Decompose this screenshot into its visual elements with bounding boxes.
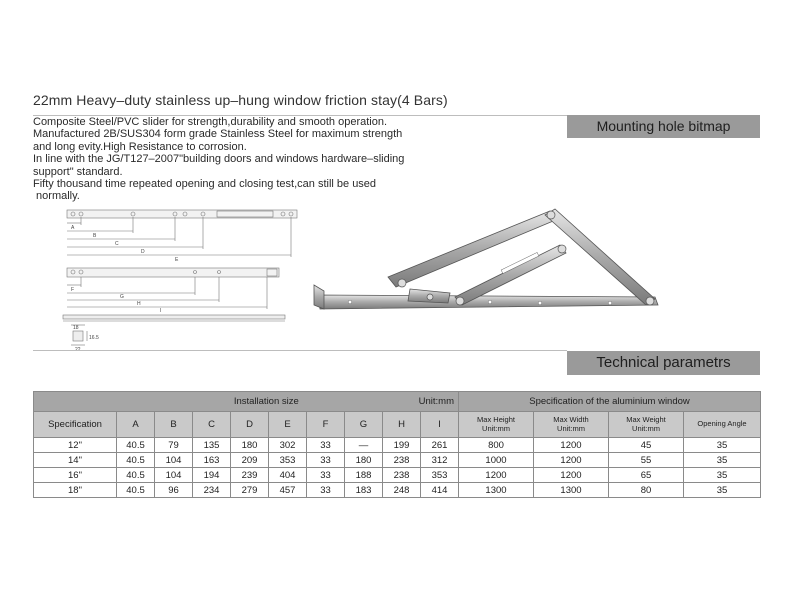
table-cell: 79 (155, 438, 193, 453)
installation-size-header (34, 392, 459, 412)
dim-label: A (71, 225, 75, 231)
description-line: Manufactured 2B/SUS304 form grade Stainless Steel for maximum strength (33, 128, 403, 141)
description-line: and long evity.High Resistance to corrosion. (33, 140, 247, 153)
column-header: F (307, 412, 345, 438)
table-cell: 302 (269, 438, 307, 453)
table-cell: 800 (459, 438, 534, 453)
table-cell: 239 (231, 468, 269, 483)
table-cell: 96 (155, 483, 193, 498)
column-header: H (383, 412, 421, 438)
dim-label: F (71, 287, 75, 293)
table-cell: 1000 (459, 453, 534, 468)
column-header-unit: Unit:mm (482, 423, 510, 433)
table-cell: 194 (193, 468, 231, 483)
table-cell: 80 (609, 483, 684, 498)
table-cell: 1300 (534, 483, 609, 498)
description-line: In line with the JG/T127–2007"building doors and windows hardware–sliding (33, 153, 405, 166)
column-header (459, 412, 534, 438)
table-cell: 65 (609, 468, 684, 483)
column-header (534, 412, 609, 438)
dim-label: C (115, 241, 119, 247)
table-row (34, 453, 761, 468)
table-cell: 234 (193, 483, 231, 498)
table-cell: 261 (421, 438, 459, 453)
column-header-unit: Unit:mm (632, 423, 660, 433)
table-cell: 104 (155, 453, 193, 468)
table-cell: 33 (307, 483, 345, 498)
page-title: 22mm Heavy–duty stainless up–hung window friction stay(4 Bars) (33, 92, 448, 108)
column-header: B (155, 412, 193, 438)
table-body (34, 438, 761, 498)
unit-label: Unit:mm (418, 396, 454, 407)
table-cell: 18" (34, 483, 117, 498)
table-cell: 45 (609, 438, 684, 453)
friction-stay-illustration (310, 205, 670, 335)
table-cell: 135 (193, 438, 231, 453)
table-row (34, 483, 761, 498)
table-cell: 33 (307, 438, 345, 453)
section-rule (33, 350, 567, 351)
table-cell: 414 (421, 483, 459, 498)
specification-table (33, 391, 761, 498)
table-cell: 1200 (534, 438, 609, 453)
dim-label: 18 (73, 325, 79, 331)
column-header-line: Max Height (477, 415, 515, 424)
table-cell: 238 (383, 453, 421, 468)
table-cell: 180 (345, 453, 383, 468)
dim-label: D (141, 249, 145, 255)
table-cell: 35 (684, 438, 761, 453)
description-line: normally. (33, 190, 80, 203)
description-line: Fifty thousand time repeated opening and closing test,can still be used (33, 178, 377, 191)
description-line: support" standard. (33, 165, 123, 178)
aluminium-spec-header: Specification of the aluminium window (459, 392, 761, 412)
table-cell: 199 (383, 438, 421, 453)
description-line: Composite Steel/PVC slider for strength,durability and smooth operation. (33, 116, 388, 128)
table-cell: 1200 (459, 468, 534, 483)
column-header (684, 412, 761, 438)
table-cell: 35 (684, 453, 761, 468)
table-row (34, 438, 761, 453)
table-cell: 40.5 (117, 453, 155, 468)
column-header (609, 412, 684, 438)
column-header: I (421, 412, 459, 438)
table-cell: 312 (421, 453, 459, 468)
table-cell: 279 (231, 483, 269, 498)
column-header: E (269, 412, 307, 438)
table-cell: 14" (34, 453, 117, 468)
dim-label: 16.5 (89, 335, 99, 341)
table-row (34, 468, 761, 483)
table-cell: 35 (684, 483, 761, 498)
dim-label: I (160, 308, 162, 314)
table-cell: — (345, 438, 383, 453)
dim-label: E (175, 257, 179, 263)
column-header: A (117, 412, 155, 438)
table-cell: 353 (421, 468, 459, 483)
technical-drawing (45, 205, 305, 355)
column-header: D (231, 412, 269, 438)
table-cell: 33 (307, 468, 345, 483)
column-header-unit: Unit:mm (557, 423, 585, 433)
dim-label: G (120, 294, 124, 300)
table-cell: 33 (307, 453, 345, 468)
table-cell: 209 (231, 453, 269, 468)
table-cell: 457 (269, 483, 307, 498)
column-header-line: Max Width (553, 415, 589, 424)
table-cell: 1200 (534, 468, 609, 483)
mounting-hole-header: Mounting hole bitmap (567, 115, 760, 138)
column-header: G (345, 412, 383, 438)
table-cell: 1300 (459, 483, 534, 498)
table-cell: 40.5 (117, 468, 155, 483)
table-cell: 12" (34, 438, 117, 453)
table-cell: 353 (269, 453, 307, 468)
table-cell: 55 (609, 453, 684, 468)
table-cell: 35 (684, 468, 761, 483)
table-cell: 104 (155, 468, 193, 483)
table-cell: 40.5 (117, 483, 155, 498)
column-header-line: Opening Angle (697, 419, 747, 429)
table-cell: 188 (345, 468, 383, 483)
table-cell: 183 (345, 483, 383, 498)
dim-label: H (137, 301, 141, 307)
table-cell: 180 (231, 438, 269, 453)
table-cell: 248 (383, 483, 421, 498)
technical-parameters-header: Technical parametrs (567, 351, 760, 375)
column-header: C (193, 412, 231, 438)
column-header-line: Max Weight (626, 415, 666, 424)
installation-size-label: Installation size (233, 396, 299, 407)
table-cell: 1200 (534, 453, 609, 468)
product-description (33, 116, 563, 203)
dim-label: B (93, 233, 97, 239)
table-cell: 16" (34, 468, 117, 483)
column-header: Specification (34, 412, 117, 438)
table-cell: 163 (193, 453, 231, 468)
table-cell: 40.5 (117, 438, 155, 453)
table-cell: 404 (269, 468, 307, 483)
table-cell: 238 (383, 468, 421, 483)
